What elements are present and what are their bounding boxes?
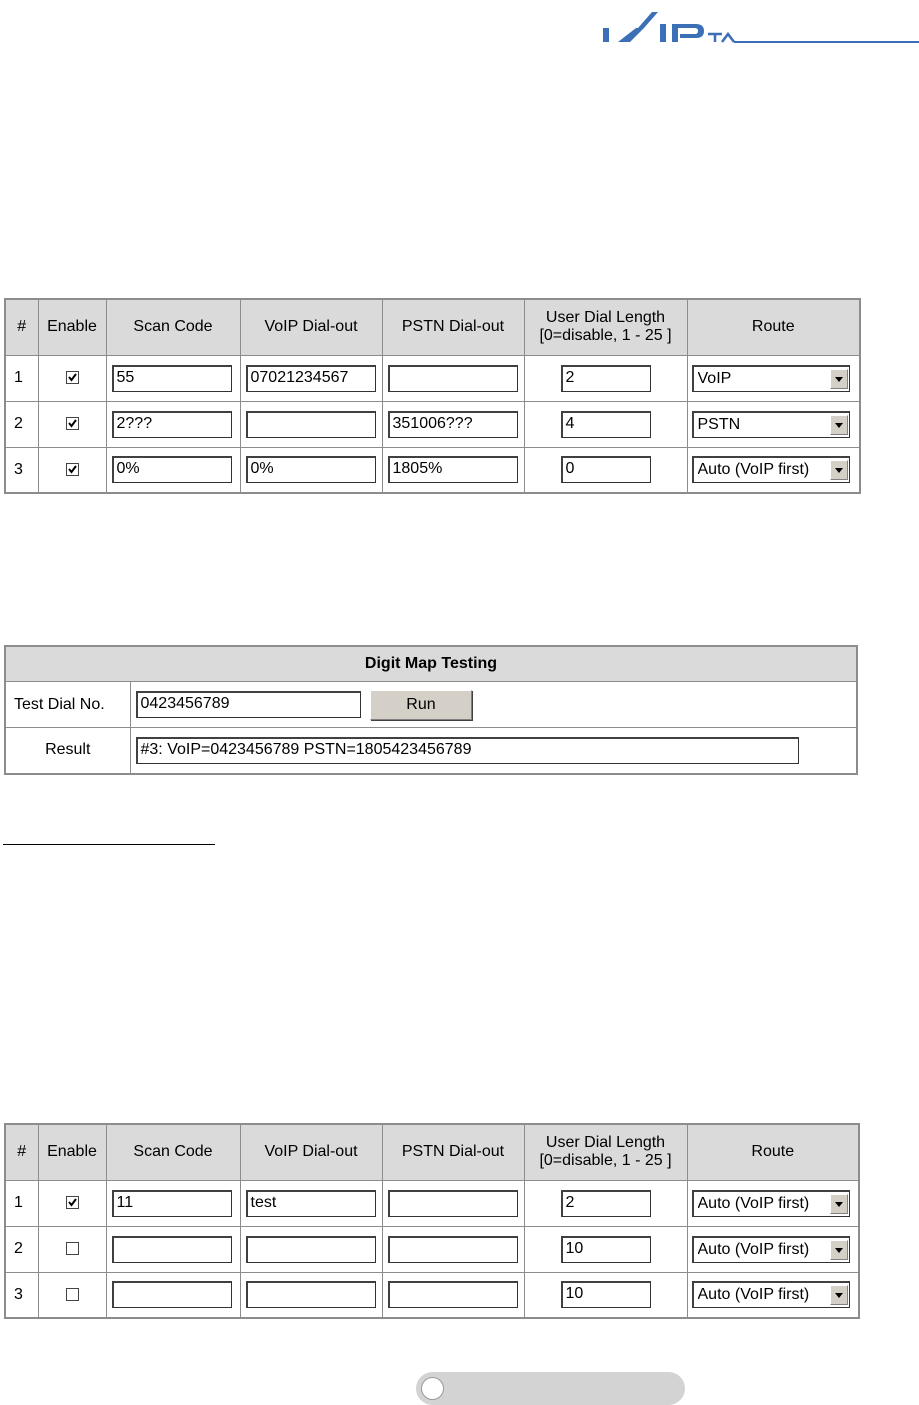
row-number: 1: [5, 1180, 38, 1226]
route-value: Auto (VoIP first): [697, 1194, 810, 1212]
voip-dial-out-input[interactable]: 07021234567: [246, 365, 376, 392]
voip-dial-out-input[interactable]: [246, 411, 376, 438]
digit-map-testing-panel: [4, 645, 858, 775]
voip-dial-out-input[interactable]: [246, 1236, 376, 1263]
isip-ta-logo: [600, 6, 919, 46]
table-row: [5, 355, 860, 401]
enable-checkbox[interactable]: [66, 1242, 79, 1255]
digit-map-table-2: [4, 1123, 860, 1319]
enable-cell: [38, 1272, 106, 1318]
chevron-down-icon[interactable]: [830, 1194, 848, 1214]
enable-checkbox[interactable]: [66, 1288, 79, 1301]
pstn-dial-out-input[interactable]: [388, 1281, 518, 1308]
route-select[interactable]: [692, 365, 850, 392]
chevron-down-icon[interactable]: [830, 1240, 848, 1260]
page-indicator: [416, 1372, 685, 1405]
pstn-dial-out-input[interactable]: 351006???: [388, 411, 518, 438]
chevron-down-icon[interactable]: [830, 460, 848, 480]
user-dial-length-input[interactable]: 2: [561, 365, 651, 392]
col-enable: Enable: [38, 299, 106, 355]
chevron-down-icon[interactable]: [830, 1285, 848, 1305]
scan-code-input[interactable]: 2???: [112, 411, 232, 438]
user-dial-length-input[interactable]: 4: [561, 411, 651, 438]
pstn-dial-out-input[interactable]: 1805%: [388, 456, 518, 483]
run-button[interactable]: Run: [370, 690, 472, 720]
chevron-down-icon[interactable]: [830, 415, 848, 435]
scan-code-input[interactable]: [112, 1281, 232, 1308]
route-select[interactable]: [692, 1281, 850, 1308]
scan-code-input[interactable]: [112, 1236, 232, 1263]
row-number: 2: [5, 1226, 38, 1272]
col-pstn-dial-out: PSTN Dial-out: [382, 299, 524, 355]
enable-cell: [38, 401, 106, 447]
route-value: PSTN: [697, 415, 741, 433]
col-enable: Enable: [38, 1124, 106, 1180]
route-select[interactable]: [692, 1190, 850, 1217]
col-route: Route: [687, 299, 860, 355]
table-row: [5, 1272, 859, 1318]
route-value: Auto (VoIP first): [697, 1286, 810, 1304]
enable-cell: [38, 1226, 106, 1272]
route-value: VoIP: [697, 369, 732, 387]
enable-cell: [38, 1180, 106, 1226]
result-label: Result: [5, 728, 130, 774]
col-num: #: [5, 299, 38, 355]
voip-dial-out-input[interactable]: [246, 1281, 376, 1308]
digit-map-table-1: [4, 298, 861, 494]
user-dial-length-input[interactable]: 10: [561, 1281, 651, 1308]
col-num: #: [5, 1124, 38, 1180]
pstn-dial-out-input[interactable]: [388, 365, 518, 392]
col-voip-dial-out: VoIP Dial-out: [240, 299, 382, 355]
enable-checkbox[interactable]: [66, 371, 79, 384]
voip-dial-out-input[interactable]: 0%: [246, 456, 376, 483]
route-select[interactable]: [692, 1236, 850, 1263]
test-dial-label: Test Dial No.: [5, 682, 130, 728]
enable-checkbox[interactable]: [66, 463, 79, 476]
scan-code-input[interactable]: 55: [112, 365, 232, 392]
col-user-dial-length: User Dial Length [0=disable, 1 - 25 ]: [524, 299, 687, 355]
voip-dial-out-input[interactable]: test: [246, 1190, 376, 1217]
enable-cell: [38, 447, 106, 493]
route-select[interactable]: [692, 411, 850, 438]
digit-map-testing-title: Digit Map Testing: [5, 646, 857, 682]
table-row: [5, 1180, 859, 1226]
enable-checkbox[interactable]: [66, 417, 79, 430]
route-value: Auto (VoIP first): [697, 1240, 810, 1258]
row-number: 3: [5, 1272, 38, 1318]
col-user-dial-length: User Dial Length [0=disable, 1 - 25 ]: [524, 1124, 687, 1180]
table-row: [5, 401, 860, 447]
row-number: 2: [5, 401, 38, 447]
user-dial-length-input[interactable]: 2: [561, 1190, 651, 1217]
user-dial-length-input[interactable]: 0: [561, 456, 651, 483]
pstn-dial-out-input[interactable]: [388, 1190, 518, 1217]
route-select[interactable]: [692, 456, 850, 483]
scan-code-input[interactable]: 11: [112, 1190, 232, 1217]
route-value: Auto (VoIP first): [697, 461, 810, 479]
col-voip-dial-out: VoIP Dial-out: [240, 1124, 382, 1180]
col-route: Route: [687, 1124, 859, 1180]
user-dial-length-input[interactable]: 10: [561, 1236, 651, 1263]
chevron-down-icon[interactable]: [830, 369, 848, 389]
col-pstn-dial-out: PSTN Dial-out: [382, 1124, 524, 1180]
pstn-dial-out-input[interactable]: [388, 1236, 518, 1263]
underline-divider: [3, 844, 215, 845]
page-indicator-dot: [421, 1377, 444, 1400]
table-row: [5, 1226, 859, 1272]
col-scan-code: Scan Code: [106, 299, 240, 355]
test-dial-input[interactable]: 0423456789: [136, 691, 361, 718]
result-field: #3: VoIP=0423456789 PSTN=1805423456789: [136, 737, 799, 764]
enable-cell: [38, 355, 106, 401]
col-scan-code: Scan Code: [106, 1124, 240, 1180]
enable-checkbox[interactable]: [66, 1196, 79, 1209]
table-row: [5, 447, 860, 493]
scan-code-input[interactable]: 0%: [112, 456, 232, 483]
row-number: 3: [5, 447, 38, 493]
row-number: 1: [5, 355, 38, 401]
